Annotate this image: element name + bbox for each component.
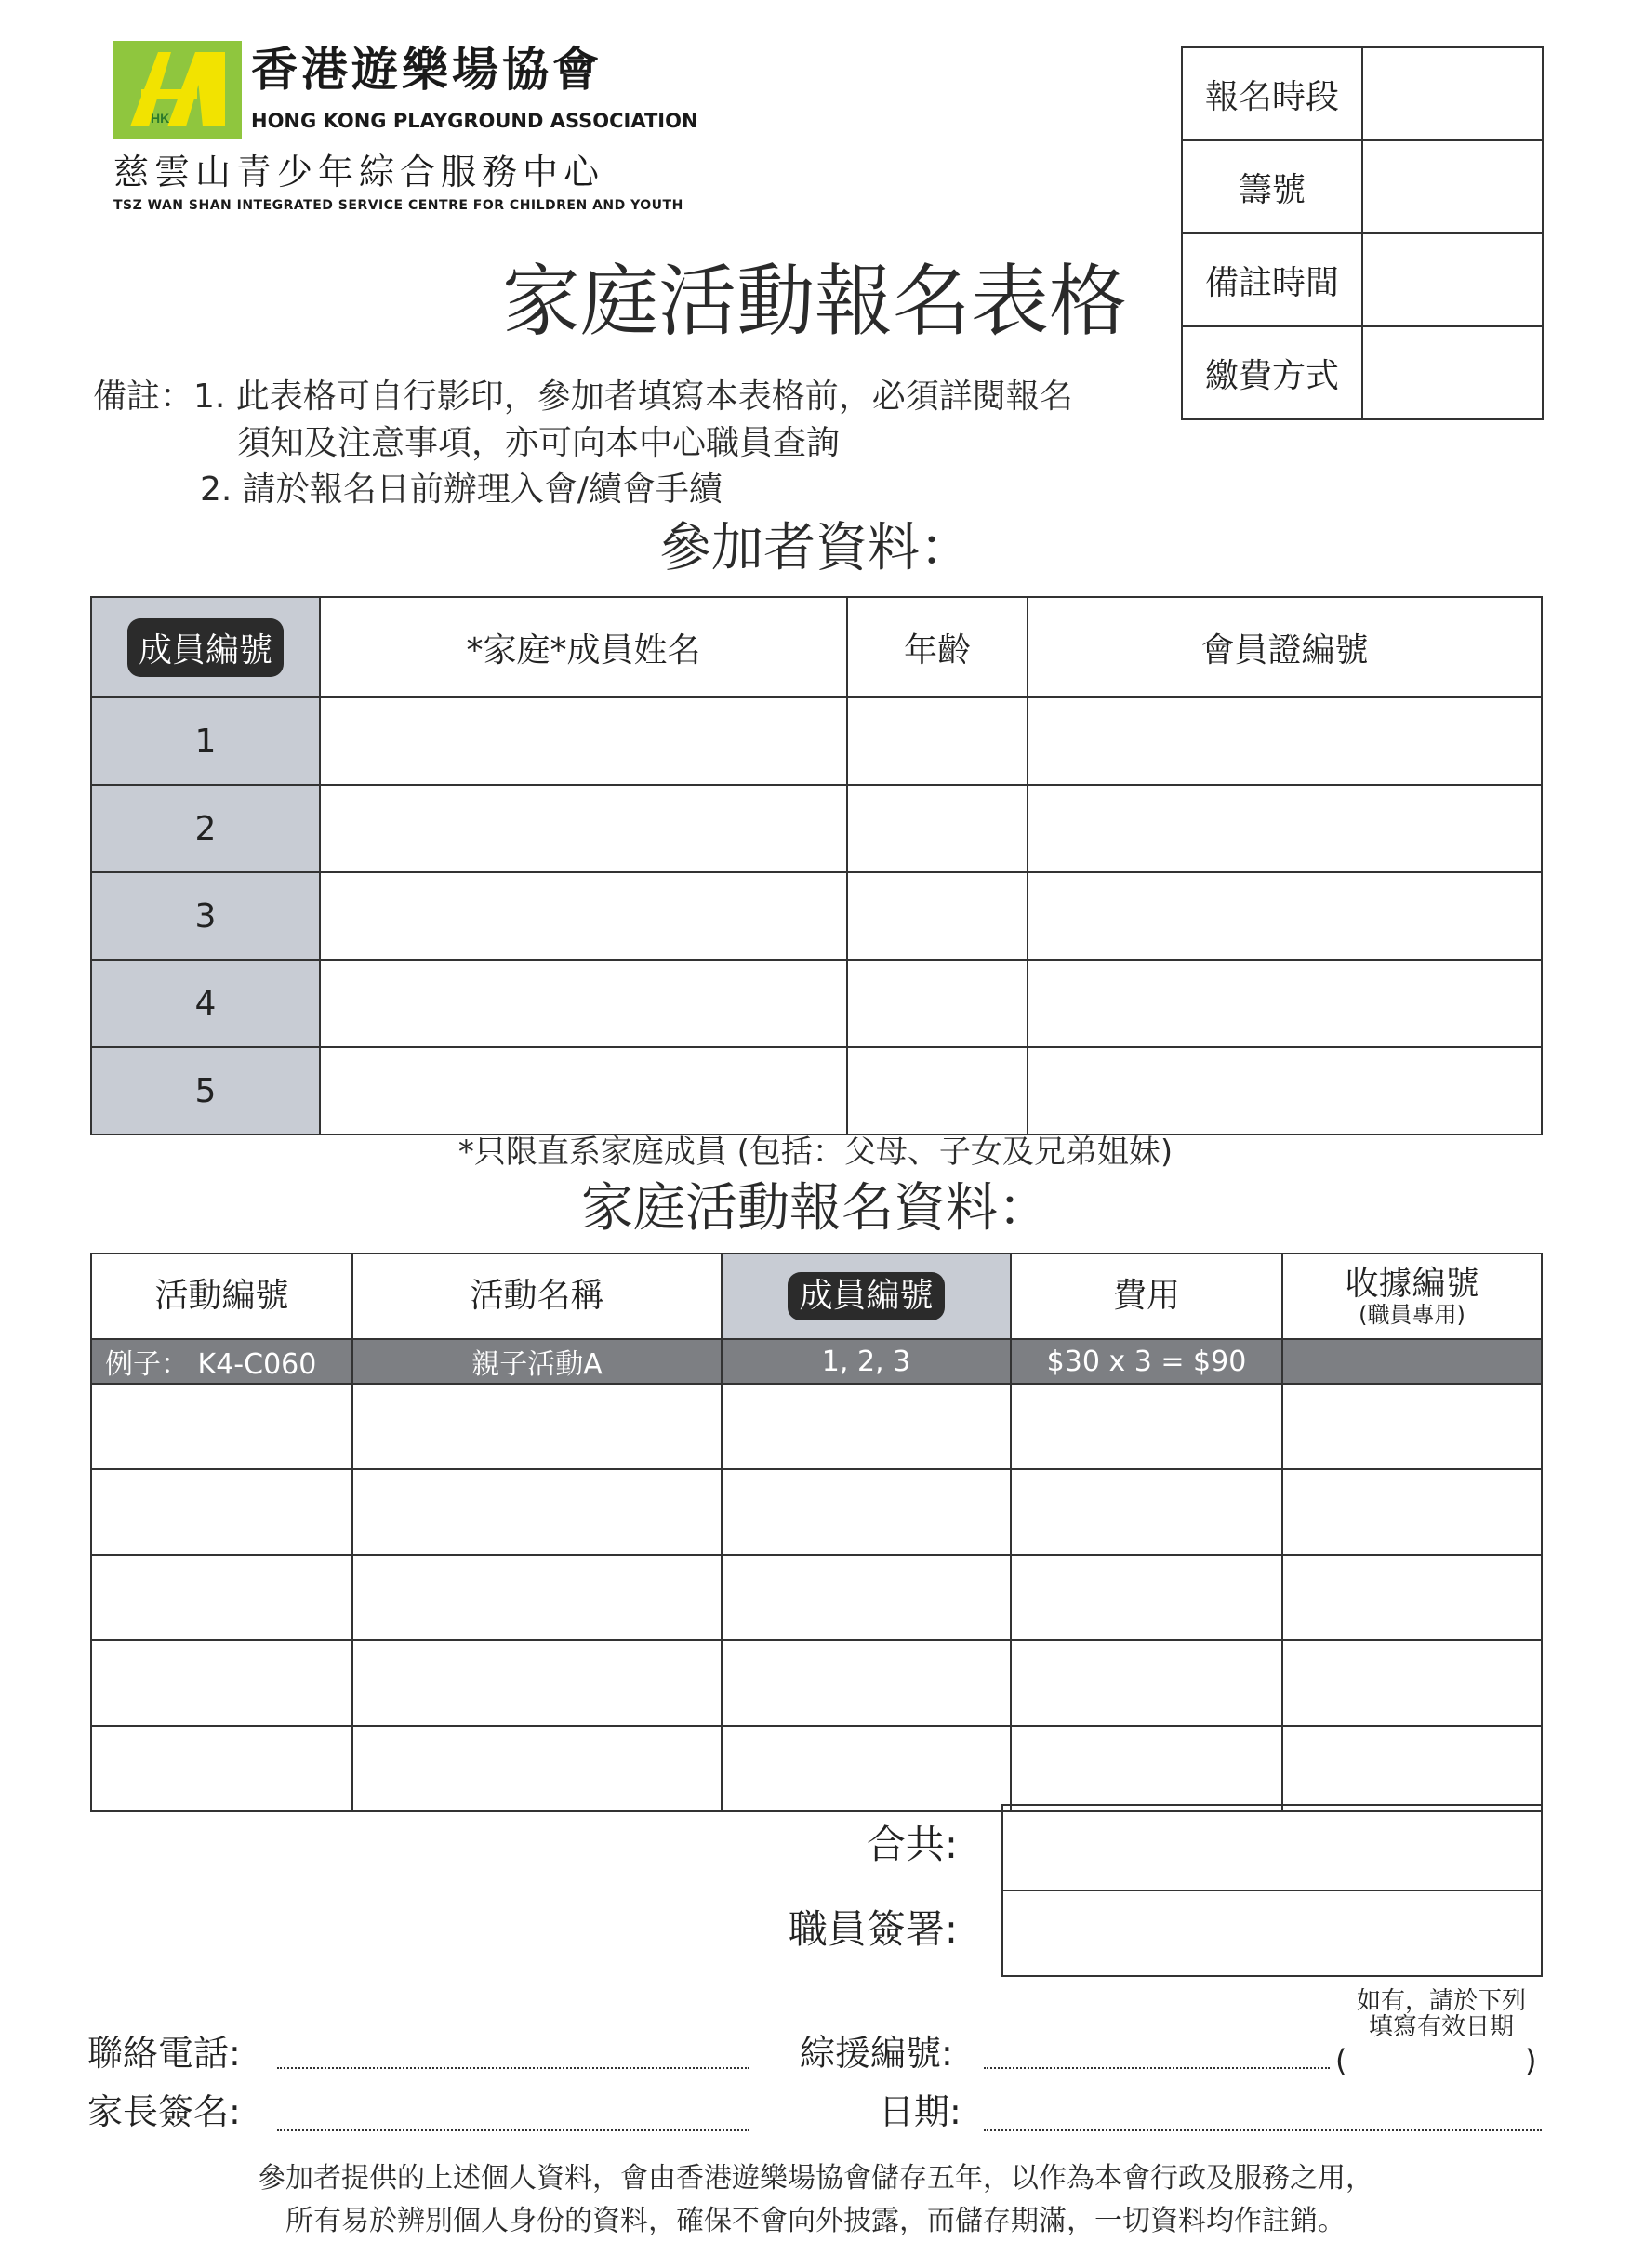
membership-cell[interactable]: [1028, 785, 1542, 872]
col-age: 年齡: [847, 597, 1028, 697]
activity-code-cell[interactable]: [91, 1469, 352, 1555]
receipt-cell[interactable]: [1282, 1555, 1542, 1640]
example-receipt: [1282, 1339, 1542, 1384]
centre-name-zh: 慈雲山青少年綜合服務中心: [113, 152, 605, 192]
activity-name-cell[interactable]: [352, 1555, 722, 1640]
col-activity-name: 活動名稱: [352, 1253, 722, 1339]
privacy-statement: [0, 2157, 1631, 2243]
name-cell[interactable]: [320, 1047, 847, 1134]
participants-heading: 參加者資料：: [659, 518, 972, 578]
form-title: 家庭活動報名表格: [502, 256, 1128, 347]
example-row: [91, 1339, 1542, 1384]
member-id-pill: 成員編號: [127, 618, 284, 677]
col-activity-member-id: [722, 1253, 1011, 1339]
office-label-remark-time: 備註時間: [1182, 233, 1362, 326]
cssa-field[interactable]: [984, 2067, 1330, 2069]
activity-code-cell[interactable]: [91, 1640, 352, 1726]
hkpa-logo: [113, 41, 242, 139]
totals-box: [1001, 1804, 1543, 1977]
fee-cell[interactable]: [1011, 1726, 1282, 1811]
table-row: [91, 960, 1542, 1047]
phone-label: 聯絡電話:: [87, 2033, 241, 2074]
membership-cell[interactable]: [1028, 697, 1542, 785]
table-row: [91, 785, 1542, 872]
office-label-time-slot: 報名時段: [1182, 47, 1362, 140]
age-cell[interactable]: [847, 785, 1028, 872]
parent-signature-field[interactable]: [277, 2129, 749, 2131]
col-member-name: *家庭*成員姓名: [320, 597, 847, 697]
office-field-remark-time[interactable]: [1362, 233, 1543, 326]
table-row: [91, 1469, 1542, 1555]
org-name-zh: 香港遊樂場協會: [251, 43, 603, 97]
fee-cell[interactable]: [1011, 1384, 1282, 1469]
age-cell[interactable]: [847, 960, 1028, 1047]
name-cell[interactable]: [320, 697, 847, 785]
activity-member-cell[interactable]: [722, 1640, 1011, 1726]
name-cell[interactable]: [320, 960, 847, 1047]
example-name: 親子活動A: [352, 1339, 722, 1384]
paren-open: (: [1335, 2043, 1347, 2078]
note-line-3: 2. 請於報名日前辦理入會/續會手續: [200, 471, 723, 509]
table-row: [91, 1047, 1542, 1134]
member-id-cell: 2: [91, 785, 320, 872]
total-label: 合共:: [866, 1822, 958, 1867]
table-row: [91, 1555, 1542, 1640]
office-use-box: [1181, 46, 1544, 420]
paren-close: ): [1525, 2043, 1537, 2078]
name-cell[interactable]: [320, 785, 847, 872]
note-line-2: 須知及注意事項，亦可向本中心職員查詢: [237, 424, 841, 462]
office-label-ticket: 籌號: [1182, 140, 1362, 233]
office-label-payment: 繳費方式: [1182, 326, 1362, 419]
age-cell[interactable]: [847, 697, 1028, 785]
table-row: [91, 697, 1542, 785]
date-label: 日期:: [879, 2091, 961, 2132]
phone-field[interactable]: [277, 2067, 749, 2069]
activities-table: [90, 1253, 1543, 1812]
activity-member-cell[interactable]: [722, 1469, 1011, 1555]
privacy-line-1: 參加者提供的上述個人資料，會由香港遊樂場協會儲存五年，以作為本會行政及服務之用，: [258, 2162, 1373, 2195]
cssa-note-line-1: 如有，請於下列: [1356, 1987, 1526, 2015]
age-cell[interactable]: [847, 1047, 1028, 1134]
fee-cell[interactable]: [1011, 1469, 1282, 1555]
activity-member-cell[interactable]: [722, 1726, 1011, 1811]
note-line-1: 備註：1. 此表格可自行影印，參加者填寫本表格前，必須詳閱報名: [93, 378, 1073, 416]
receipt-cell[interactable]: [1282, 1640, 1542, 1726]
staff-signature-label: 職員簽署:: [788, 1906, 958, 1952]
receipt-no-label: 收據編號: [1345, 1265, 1479, 1303]
parent-signature-label: 家長簽名:: [87, 2091, 241, 2132]
cssa-label: 綜援編號:: [800, 2033, 953, 2074]
total-field[interactable]: [1002, 1805, 1542, 1890]
table-row: [91, 1384, 1542, 1469]
activity-code-cell[interactable]: [91, 1384, 352, 1469]
membership-cell[interactable]: [1028, 960, 1542, 1047]
example-fee: $30 x 3 = $90: [1011, 1339, 1282, 1384]
hkpa-logo-mark: [113, 41, 242, 139]
logo-mark-text: HK: [151, 111, 170, 126]
activity-member-cell[interactable]: [722, 1555, 1011, 1640]
activity-name-cell[interactable]: [352, 1726, 722, 1811]
cssa-note-line-2: 填寫有效日期: [1368, 2013, 1514, 2041]
age-cell[interactable]: [847, 872, 1028, 960]
activity-code-cell[interactable]: [91, 1726, 352, 1811]
name-cell[interactable]: [320, 872, 847, 960]
notes: [93, 374, 1073, 513]
receipt-cell[interactable]: [1282, 1726, 1542, 1811]
cssa-validity-note: [1339, 1988, 1544, 2040]
office-field-time-slot[interactable]: [1362, 47, 1543, 140]
col-receipt-no: [1282, 1253, 1542, 1339]
privacy-line-2: 所有易於辨別個人身份的資料，確保不會向外披露，而儲存期滿，一切資料均作註銷。: [285, 2205, 1346, 2237]
receipt-cell[interactable]: [1282, 1469, 1542, 1555]
activity-name-cell[interactable]: [352, 1640, 722, 1726]
membership-cell[interactable]: [1028, 872, 1542, 960]
member-id-cell: 1: [91, 697, 320, 785]
member-id-cell: 5: [91, 1047, 320, 1134]
staff-signature-field[interactable]: [1002, 1890, 1542, 1976]
activity-name-cell[interactable]: [352, 1469, 722, 1555]
participants-table: [90, 596, 1543, 1135]
activity-member-cell[interactable]: [722, 1384, 1011, 1469]
office-field-ticket[interactable]: [1362, 140, 1543, 233]
col-member-id: [91, 597, 320, 697]
date-field[interactable]: [984, 2129, 1542, 2131]
example-code: 例子： K4-C060: [91, 1339, 352, 1384]
col-activity-code: 活動編號: [91, 1253, 352, 1339]
fee-cell[interactable]: [1011, 1640, 1282, 1726]
member-id-cell: 4: [91, 960, 320, 1047]
col-fee: 費用: [1011, 1253, 1282, 1339]
activity-name-cell[interactable]: [352, 1384, 722, 1469]
table-row: [91, 1726, 1542, 1811]
activities-heading: 家庭活動報名資料：: [581, 1178, 1050, 1239]
col-membership-no: 會員證編號: [1028, 597, 1542, 697]
org-name-en: HONG KONG PLAYGROUND ASSOCIATION: [251, 110, 698, 132]
membership-cell[interactable]: [1028, 1047, 1542, 1134]
family-member-footnote: *只限直系家庭成員 (包括：父母、子女及兄弟姐妹): [457, 1134, 1174, 1171]
office-field-payment[interactable]: [1362, 326, 1543, 419]
activity-member-id-pill: 成員編號: [788, 1272, 944, 1320]
table-row: [91, 1640, 1542, 1726]
centre-name-en: TSZ WAN SHAN INTEGRATED SERVICE CENTRE FOR CHILDREN AND YOUTH: [113, 198, 683, 213]
receipt-cell[interactable]: [1282, 1384, 1542, 1469]
example-members: 1, 2, 3: [722, 1339, 1011, 1384]
receipt-staff-only: (職員專用): [1359, 1301, 1465, 1328]
table-row: [91, 872, 1542, 960]
member-id-cell: 3: [91, 872, 320, 960]
activity-code-cell[interactable]: [91, 1555, 352, 1640]
fee-cell[interactable]: [1011, 1555, 1282, 1640]
